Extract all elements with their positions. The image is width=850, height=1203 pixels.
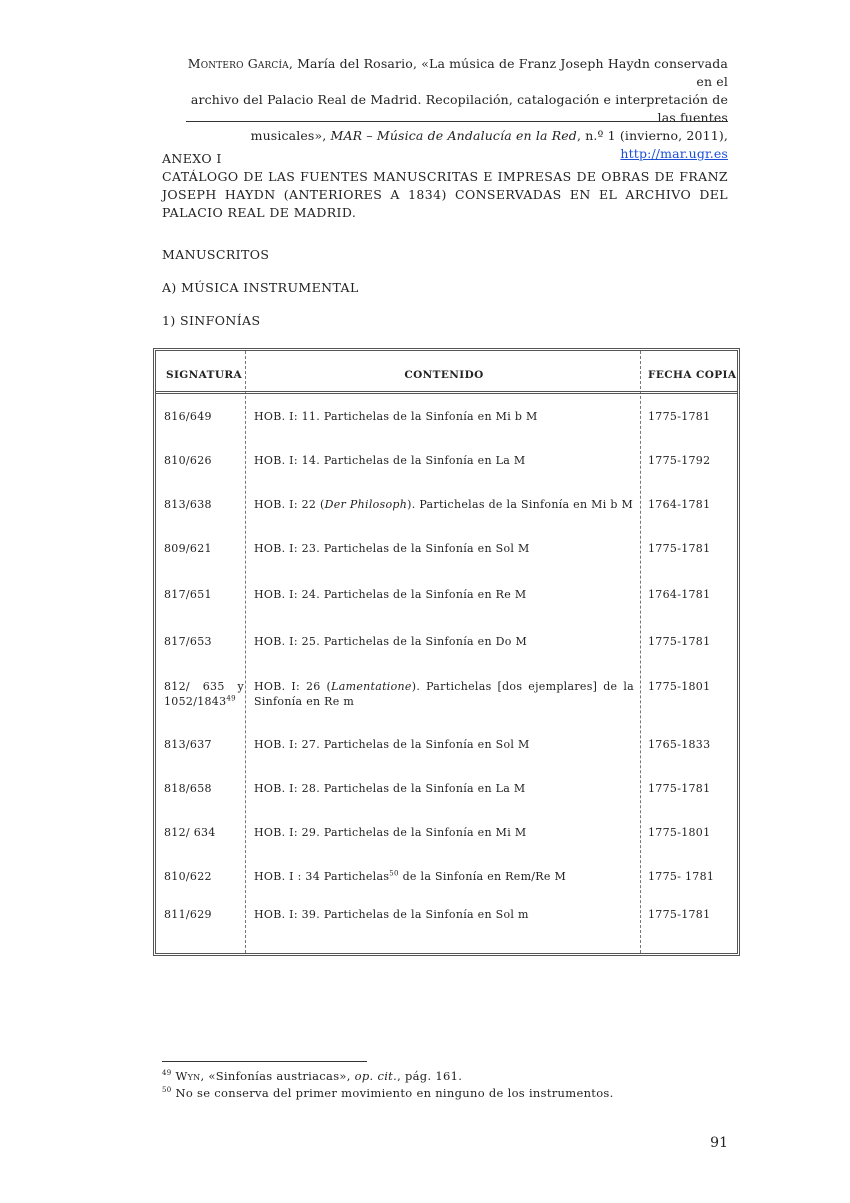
cell-contenido: HOB. I: 39. Partichelas de la Sinfonía en Sol m bbox=[254, 908, 529, 921]
cell-contenido: HOB. I: 25. Partichelas de la Sinfonía en Do M bbox=[254, 635, 528, 648]
section-manuscritos: MANUSCRITOS bbox=[162, 247, 270, 262]
header-line2: archivo del Palacio Real de Madrid. Recopilación, catalogación e interpretación de las fuentes bbox=[190, 92, 728, 125]
cell-contenido: HOB. I: 29. Partichelas de la Sinfonía en Mi M bbox=[254, 826, 527, 839]
header-line3-pre: musicales», bbox=[250, 128, 331, 143]
cell-fecha: 1775-1781 bbox=[648, 542, 711, 555]
cell-fecha: 1775-1781 bbox=[648, 908, 711, 921]
running-header bbox=[180, 55, 728, 163]
cell-signatura: 817/653 bbox=[164, 635, 212, 648]
cell-signatura: 812/ 634 bbox=[164, 826, 216, 839]
annex-title: CATÁLOGO DE LAS FUENTES MANUSCRITAS E IMPRESAS DE OBRAS DE FRANZ JOSEPH HAYDN (ANTERIORES A 1834) CONSERVADAS EN EL ARCHIVO DEL PALACIO REAL DE MADRID. bbox=[162, 169, 728, 220]
header-line3-mid: , n.º 1 (invierno, 2011), bbox=[576, 128, 728, 143]
annex-heading bbox=[162, 150, 728, 222]
cell-signatura: 817/651 bbox=[164, 588, 212, 601]
cell-fecha: 1775- 1781 bbox=[648, 870, 715, 883]
cell-fecha: 1765-1833 bbox=[648, 738, 711, 751]
cell-signatura: 816/649 bbox=[164, 410, 212, 423]
annex-label: ANEXO I bbox=[162, 151, 222, 166]
cell-signatura: 810/622 bbox=[164, 870, 212, 883]
header-journal: MAR – Música de Andalucía en la Red bbox=[330, 128, 577, 143]
footnote-rule bbox=[162, 1061, 367, 1062]
cell-signatura: 813/637 bbox=[164, 738, 212, 751]
cell-signatura: 811/629 bbox=[164, 908, 212, 921]
cell-fecha: 1764-1781 bbox=[648, 498, 711, 511]
cell-contenido: HOB. I: 14. Partichelas de la Sinfonía en La M bbox=[254, 454, 526, 467]
column-header-signatura: SIGNATURA bbox=[166, 369, 243, 381]
footnote-49: $^{49}$ Wyn, «Sinfonías austriacas», op. cit., pág. 161. bbox=[162, 1069, 463, 1083]
cell-signatura: 818/658 bbox=[164, 782, 212, 795]
cell-signatura: 813/638 bbox=[164, 498, 212, 511]
header-url-link[interactable]: http://mar.ugr.es bbox=[620, 146, 728, 161]
cell-contenido: HOB. I : 34 Partichelas$^{50}$ de la Sinfonía en Rem/Re M bbox=[254, 869, 567, 883]
cell-contenido: HOB. I: 27. Partichelas de la Sinfonía en Sol M bbox=[254, 738, 530, 751]
cell-contenido: HOB. I: 24. Partichelas de la Sinfonía en Re M bbox=[254, 588, 527, 601]
cell-fecha: 1775-1801 bbox=[648, 826, 711, 839]
cell-fecha: 1775-1781 bbox=[648, 635, 711, 648]
catalog-table bbox=[153, 348, 740, 956]
column-header-fecha: FECHA COPIA bbox=[648, 369, 737, 381]
cell-fecha: 1775-1781 bbox=[648, 782, 711, 795]
cell-fecha: 1764-1781 bbox=[648, 588, 711, 601]
cell-fecha: 1775-1792 bbox=[648, 454, 711, 467]
cell-contenido: HOB. I: 22 (Der Philosoph). Partichelas de la Sinfonía en Mi b M bbox=[254, 498, 634, 511]
page-number: 91 bbox=[710, 1135, 728, 1151]
header-author: Montero García bbox=[187, 56, 289, 71]
section-musica-instrumental: A) MÚSICA INSTRUMENTAL bbox=[162, 280, 359, 295]
cell-contenido: HOB. I: 11. Partichelas de la Sinfonía en Mi b M bbox=[254, 410, 538, 423]
section-sinfonias: 1) SINFONÍAS bbox=[162, 313, 261, 328]
header-divider bbox=[156, 391, 737, 394]
footnote-50: $^{50}$ No se conserva del primer movimiento en ninguno de los instrumentos. bbox=[162, 1086, 614, 1100]
cell-signatura: 810/626 bbox=[164, 454, 212, 467]
cell-fecha: 1775-1781 bbox=[648, 410, 711, 423]
header-rule bbox=[186, 121, 728, 122]
cell-signatura: 809/621 bbox=[164, 542, 212, 555]
column-divider bbox=[245, 351, 246, 953]
cell-contenido: HOB. I: 23. Partichelas de la Sinfonía en Sol M bbox=[254, 542, 530, 555]
cell-fecha: 1775-1801 bbox=[648, 680, 711, 693]
cell-signatura: 812/ 635 y 1052/1843$^{49}$ bbox=[164, 680, 244, 708]
column-header-contenido: CONTENIDO bbox=[404, 369, 484, 381]
cell-contenido: HOB. I: 28. Partichelas de la Sinfonía en La M bbox=[254, 782, 526, 795]
cell-contenido: HOB. I: 26 (Lamentatione). Partichelas [dos ejemplares] de la Sinfonía en Re m bbox=[254, 680, 634, 708]
header-line1: , María del Rosario, «La música de Franz Joseph Haydn conservada en el bbox=[288, 56, 728, 89]
column-divider bbox=[640, 351, 641, 953]
